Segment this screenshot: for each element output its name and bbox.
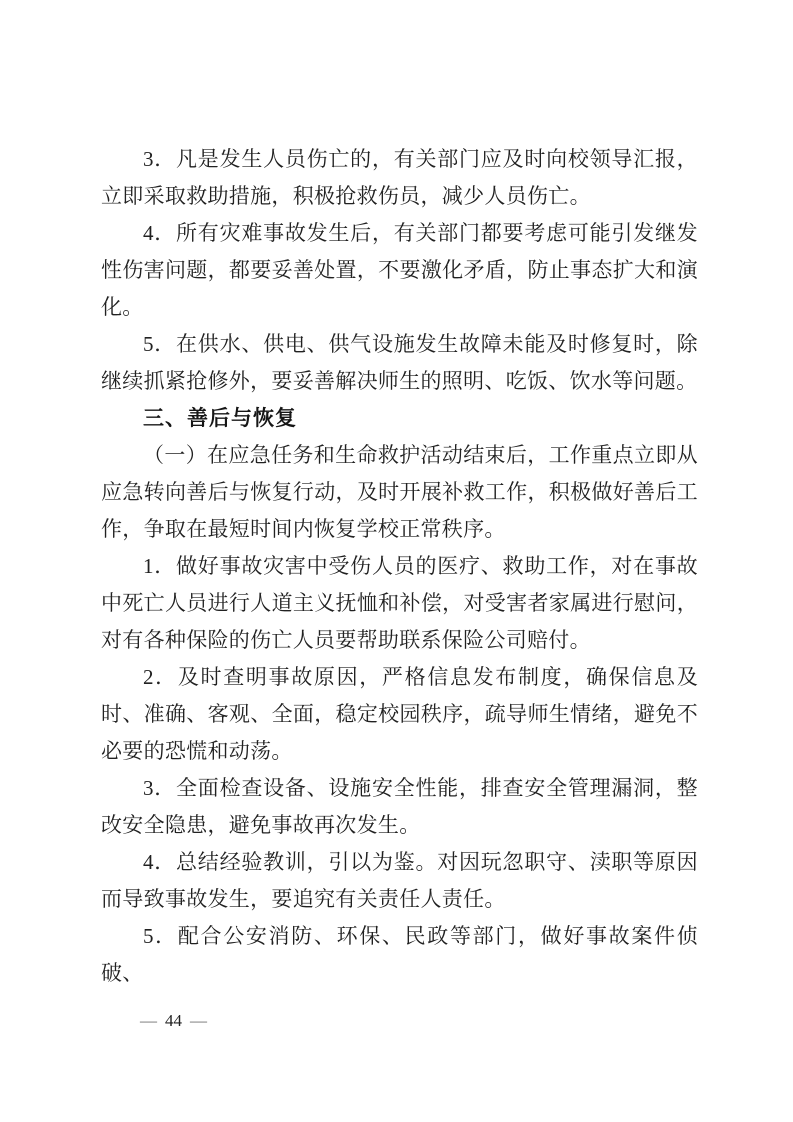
page-number-dash-right: — [190, 1011, 207, 1030]
paragraph: 1．做好事故灾害中受伤人员的医疗、救助工作，对在事故中死亡人员进行人道主义抚恤和补偿，对受害者家属进行慰问，对有各种保险的伤亡人员要帮助联系保险公司赔付。 [101, 554, 698, 652]
page-number: 44 [165, 1011, 182, 1030]
paragraph: 5．配合公安消防、环保、民政等部门，做好事故案件侦破、 [101, 924, 698, 985]
section-heading: 三、善后与恢复 [143, 407, 297, 430]
paragraph: （一）在应急任务和生命救护活动结束后，工作重点立即从应急转向善后与恢复行动，及时开展补救工作，积极做好善后工作，争取在最短时间内恢复学校正常秩序。 [101, 443, 698, 541]
paragraph: 5．在供水、供电、供气设施发生故障未能及时修复时，除继续抓紧抢修外，要妥善解决师生的照明、吃饭、饮水等问题。 [101, 332, 698, 393]
paragraph: 4．总结经验教训，引以为鉴。对因玩忽职守、渎职等原因而导致事故发生，要追究有关责任人责任。 [101, 850, 698, 911]
page-footer [136, 1009, 211, 1033]
page-content [101, 141, 698, 992]
paragraph: 3．凡是发生人员伤亡的，有关部门应及时向校领导汇报，立即采取救助措施，积极抢救伤员，减少人员伤亡。 [101, 147, 698, 208]
page-number-dash-left: — [140, 1011, 157, 1030]
paragraph: 4．所有灾难事故发生后，有关部门都要考虑可能引发继发性伤害问题，都要妥善处置，不要激化矛盾，防止事态扩大和演化。 [101, 221, 698, 319]
paragraph: 3．全面检查设备、设施安全性能，排查安全管理漏洞，整改安全隐患，避免事故再次发生。 [101, 776, 698, 837]
paragraph: 2．及时查明事故原因，严格信息发布制度，确保信息及时、准确、客观、全面，稳定校园秩序，疏导师生情绪，避免不必要的恐慌和动荡。 [101, 665, 698, 763]
